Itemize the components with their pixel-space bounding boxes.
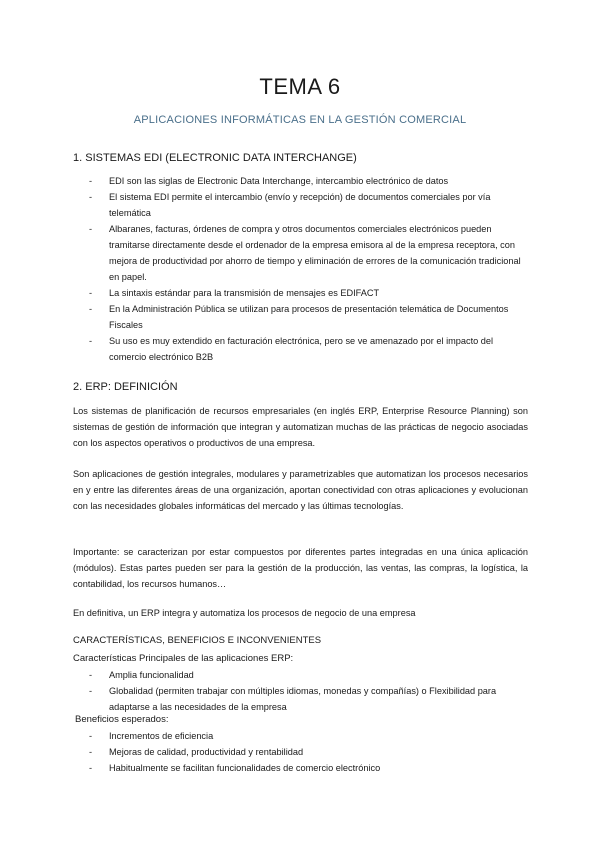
section-heading-characteristics: CARACTERÍSTICAS, BENEFICIOS E INCONVENIENTES bbox=[73, 635, 322, 646]
list-item: - Incrementos de eficiencia bbox=[73, 728, 528, 744]
paragraph: Son aplicaciones de gestión integrales, modulares y parametrizables que automatizan los procesos necesarios en y entre las diferentes áreas de una organización, aportan conectividad con otras aplicaciones y evolucionan con las necesidades globales informáticas del mercado y las últimas tecnologías. bbox=[73, 469, 528, 511]
list-item: - La sintaxis estándar para la transmisión de mensajes es EDIFACT bbox=[73, 285, 528, 301]
benefits-list bbox=[73, 728, 528, 776]
list-item: - Mejoras de calidad, productividad y rentabilidad bbox=[73, 744, 528, 760]
list-item: - EDI son las siglas de Electronic Data Interchange, intercambio electrónico de datos bbox=[73, 173, 528, 189]
paragraph: En definitiva, un ERP integra y automatiza los procesos de negocio de una empresa bbox=[73, 608, 416, 618]
paragraph: Los sistemas de planificación de recursos empresariales (en inglés ERP, Enterprise Resource Planning) son sistemas de gestión de información que integran y automatizan muchas de las prácticas de negocio asociadas con los aspectos operativos o productivos de una empresa. bbox=[73, 406, 528, 448]
list-item: - Amplia funcionalidad bbox=[73, 667, 528, 683]
list-item: - En la Administración Pública se utilizan para procesos de presentación telemática de Documentos Fiscales bbox=[73, 301, 528, 333]
characteristics-label: Características Principales de las aplicaciones ERP: bbox=[73, 653, 294, 664]
page-subtitle: APLICACIONES INFORMÁTICAS EN LA GESTIÓN COMERCIAL bbox=[133, 114, 467, 126]
list-item: - Su uso es muy extendido en facturación electrónica, pero se ve amenazado por el impacto del comercio electrónico B2B bbox=[73, 333, 528, 365]
benefits-label: Beneficios esperados: bbox=[75, 714, 169, 725]
page-title: TEMA 6 bbox=[259, 74, 341, 99]
list-item: - El sistema EDI permite el intercambio (envío y recepción) de documentos comerciales por vía telemática bbox=[73, 189, 528, 221]
characteristics-list bbox=[73, 667, 528, 715]
list-item: - Globalidad (permiten trabajar con múltiples idiomas, monedas y compañías) o Flexibilidad para adaptarse a las necesidades de la empresa bbox=[73, 683, 528, 715]
list-item: - Albaranes, facturas, órdenes de compra y otros documentos comerciales electrónicos pueden tramitarse directamente desde el ordenador de la empresa emisora al de la empresa receptora, con mejora de productividad por ahorro de tiempo y eliminación de errores de la comunicación tradicional en papel. bbox=[73, 221, 528, 285]
section-heading-erp: 2. ERP: DEFINICIÓN bbox=[73, 381, 178, 393]
section-heading-edi: 1. SISTEMAS EDI (ELECTRONIC DATA INTERCHANGE) bbox=[73, 152, 357, 164]
paragraph: Importante: se caracterizan por estar compuestos por diferentes partes integradas en una única aplicación (módulos). Estas partes pueden ser para la gestión de la producción, las ventas, las compras, la logística, la contabilidad, los recursos humanos… bbox=[73, 547, 528, 589]
edi-list bbox=[73, 173, 528, 365]
list-item: - Habitualmente se facilitan funcionalidades de comercio electrónico bbox=[73, 760, 528, 776]
